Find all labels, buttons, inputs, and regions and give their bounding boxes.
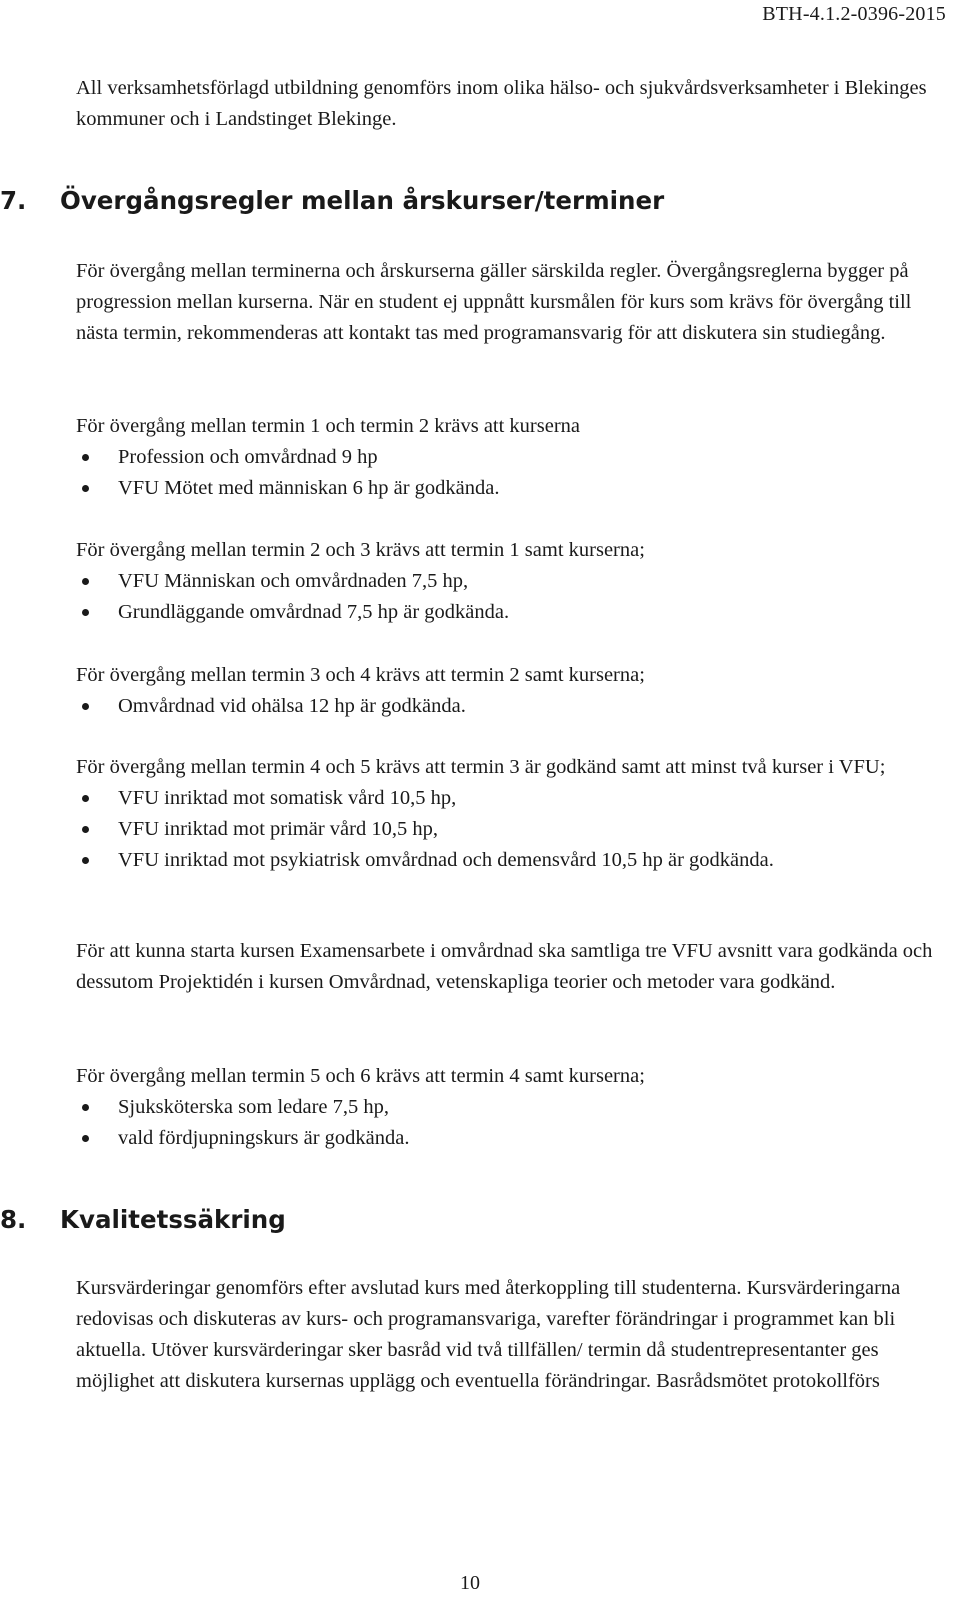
section-8-title: Kvalitetssäkring [60,1205,286,1234]
list-item: VFU inriktad mot somatisk vård 10,5 hp, [76,783,946,814]
bullet-icon [82,1104,89,1111]
bullet-icon [82,703,89,710]
list-item: VFU Mötet med människan 6 hp är godkända. [76,473,946,504]
transition-block-1 [76,411,946,504]
course-list [76,442,946,504]
course-list [76,783,946,876]
section-8-paragraph: Kursvärderingar genomförs efter avslutad kurs med återkoppling till studenterna. Kursvärderingarna redovisas och diskuteras av kurs- och programansvariga, varefter förändringar i programmet kan bli aktuella. Utöver kursvärderingar sker basråd vid två tillfällen/ termin då studentrepresentanter ges möjlighet att diskutera kursernas upplägg och eventuella förändringar. Basrådsmötet protokollförs [76,1277,901,1392]
bullet-icon [82,578,89,585]
exam-requirement-paragraph: För att kunna starta kursen Examensarbete i omvårdnad ska samtliga tre VFU avsnitt vara godkända och dessutom Projektidén i kursen Omvårdnad, vetenskapliga teorier och metoder vara godkänd. [76,940,933,993]
document-reference: BTH-4.1.2-0396-2015 [762,3,946,25]
page-number: 10 [460,1572,480,1594]
section-8-number: 8. [0,1205,27,1234]
transition-block-4 [76,752,946,876]
block-lead: För övergång mellan termin 2 och 3 krävs att termin 1 samt kurserna; [76,539,645,561]
course-list [76,566,946,628]
transition-block-5 [76,1061,946,1154]
block-lead: För övergång mellan termin 1 och termin 2 krävs att kurserna [76,415,581,437]
bullet-icon [82,826,89,833]
list-item: Grundläggande omvårdnad 7,5 hp är godkända. [76,597,946,628]
list-item: Profession och omvårdnad 9 hp [76,442,946,473]
bullet-icon [82,1135,89,1142]
section-7-number: 7. [0,186,27,215]
bullet-icon [82,795,89,802]
transition-block-2 [76,535,946,628]
bullet-icon [82,485,89,492]
course-list [76,1092,946,1154]
transition-block-3 [76,660,946,722]
list-item: VFU Människan och omvårdnaden 7,5 hp, [76,566,946,597]
list-item: Omvårdnad vid ohälsa 12 hp är godkända. [76,691,946,722]
section-7-lead-paragraph: För övergång mellan terminerna och årskurserna gäller särskilda regler. Övergångsreglerna bygger på progression mellan kurserna. När en student ej uppnått kursmålen för kurs som krävs för övergång till nästa termin, rekommenderas att kontakt tas med programansvarig för att diskutera sin studiegång. [76,260,912,344]
list-item: VFU inriktad mot psykiatrisk omvårdnad och demensvård 10,5 hp är godkända. [76,845,946,876]
list-item: VFU inriktad mot primär vård 10,5 hp, [76,814,946,845]
section-7-title: Övergångsregler mellan årskurser/terminer [60,186,665,215]
block-lead: För övergång mellan termin 4 och 5 krävs att termin 3 är godkänd samt att minst två kurser i VFU; [76,756,886,778]
bullet-icon [82,609,89,616]
course-list [76,691,946,722]
bullet-icon [82,454,89,461]
list-item: vald fördjupningskurs är godkända. [76,1123,946,1154]
block-lead: För övergång mellan termin 3 och 4 krävs att termin 2 samt kurserna; [76,664,645,686]
intro-paragraph: All verksamhetsförlagd utbildning genomförs inom olika hälso- och sjukvårdsverksamheter i Blekinges kommuner och i Landstinget Blekinge. [76,77,927,130]
bullet-icon [82,857,89,864]
block-lead: För övergång mellan termin 5 och 6 krävs att termin 4 samt kurserna; [76,1065,645,1087]
list-item: Sjuksköterska som ledare 7,5 hp, [76,1092,946,1123]
